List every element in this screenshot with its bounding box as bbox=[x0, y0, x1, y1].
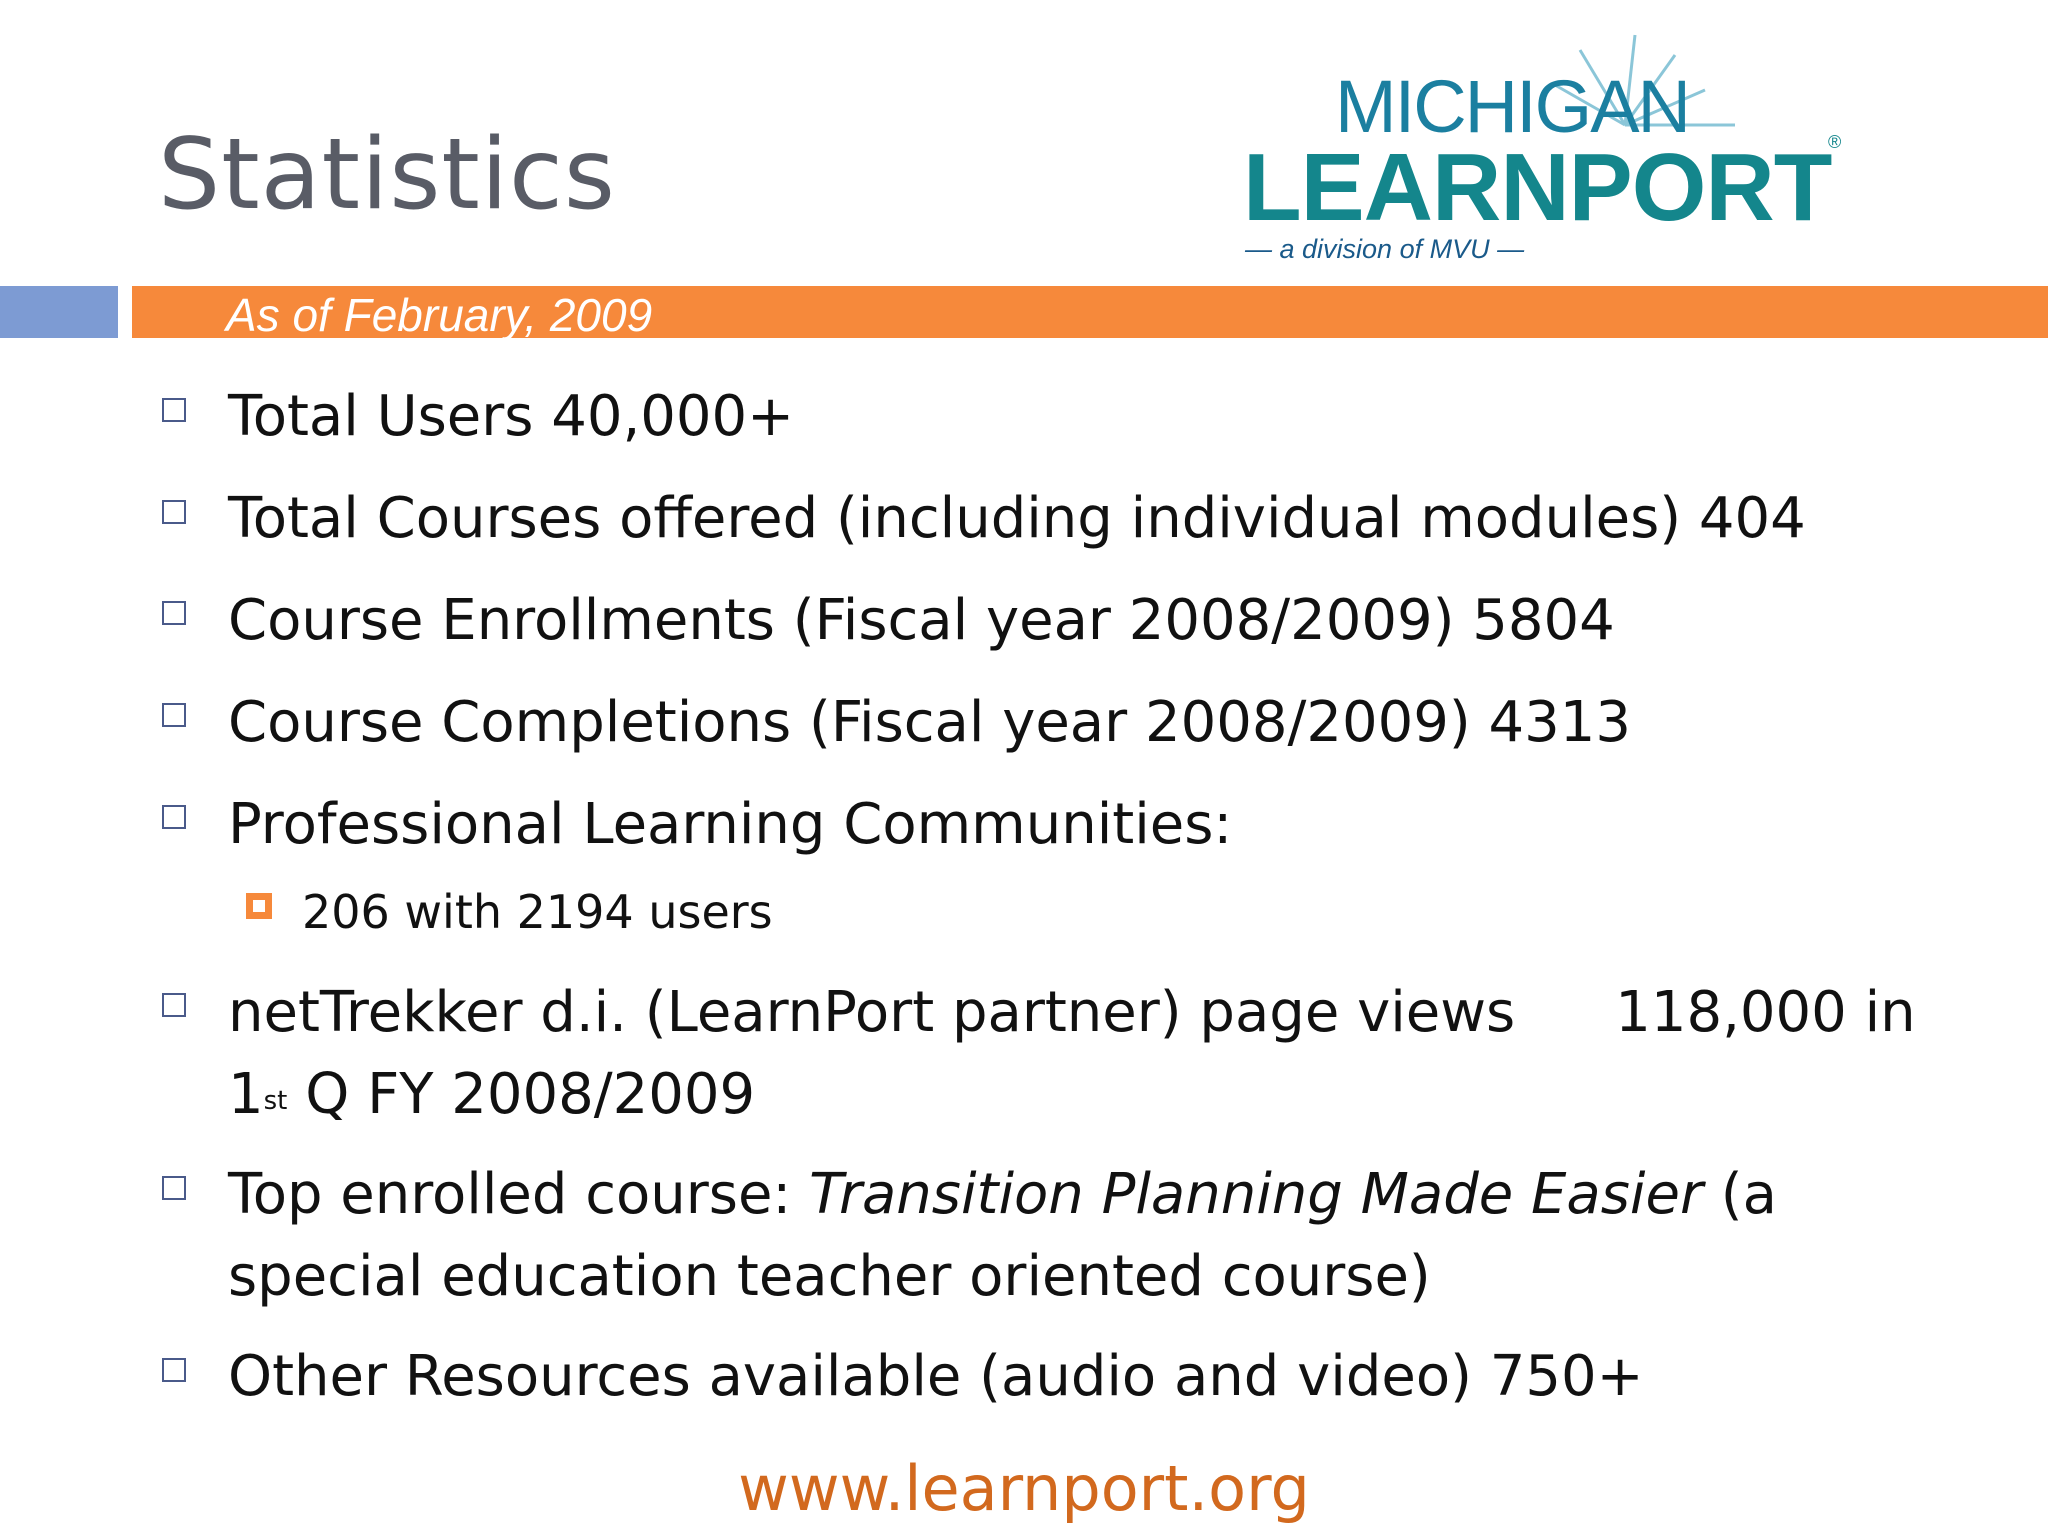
bullet-top-course bbox=[228, 1154, 1948, 1318]
nettrekker-value: 118,000 in bbox=[1615, 980, 1916, 1045]
top-course-title: Transition Planning Made Easier bbox=[809, 1162, 1703, 1227]
nettrekker-label: netTrekker d.i. (LearnPort partner) page views bbox=[228, 980, 1516, 1045]
bullet-course-completions: Course Completions (Fiscal year 2008/2009) 4313 bbox=[228, 690, 1632, 755]
slide-subtitle: As of February, 2009 bbox=[226, 289, 653, 341]
bullet-square-icon bbox=[162, 500, 186, 524]
top-course-suffix: (a special education teacher oriented course) bbox=[228, 1162, 1777, 1309]
slide-title: Statistics bbox=[158, 118, 616, 232]
bullet-square-icon bbox=[162, 601, 186, 625]
logo-michigan: MICHIGAN bbox=[1335, 65, 1689, 148]
bullet-plc: Professional Learning Communities: bbox=[228, 792, 1233, 857]
bullet-square-icon bbox=[162, 993, 186, 1017]
logo-registered-mark: ® bbox=[1828, 132, 1842, 152]
footer-url: www.learnport.org bbox=[738, 1452, 1310, 1525]
logo-learnport: LEARNPORT bbox=[1243, 134, 1832, 241]
nettrekker-quarter-sup: st bbox=[263, 1086, 288, 1116]
bullet-square-icon bbox=[162, 703, 186, 727]
bullet-total-users: Total Users 40,000+ bbox=[228, 384, 795, 449]
bullet-course-enrollments: Course Enrollments (Fiscal year 2008/2009) 5804 bbox=[228, 588, 1615, 653]
bullet-total-courses: Total Courses offered (including individual modules) 404 bbox=[228, 486, 1806, 551]
logo-tagline: — a division of MVU — bbox=[1245, 234, 1525, 264]
bullet-square-icon bbox=[162, 398, 186, 422]
bullet-other-resources: Other Resources available (audio and video) 750+ bbox=[228, 1344, 1644, 1409]
sub-bullet-plc-count: 206 with 2194 users bbox=[302, 885, 773, 939]
bullet-square-icon bbox=[162, 1176, 186, 1200]
top-course-prefix: Top enrolled course: bbox=[228, 1162, 810, 1227]
nettrekker-quarter-num: 1 bbox=[228, 1062, 264, 1127]
nettrekker-quarter-rest: Q FY 2008/2009 bbox=[287, 1062, 756, 1127]
bullet-square-icon bbox=[162, 805, 186, 829]
bullet-square-icon bbox=[162, 1358, 186, 1382]
sub-bullet-square-icon bbox=[246, 893, 272, 919]
bullet-nettrekker bbox=[228, 972, 1948, 1136]
